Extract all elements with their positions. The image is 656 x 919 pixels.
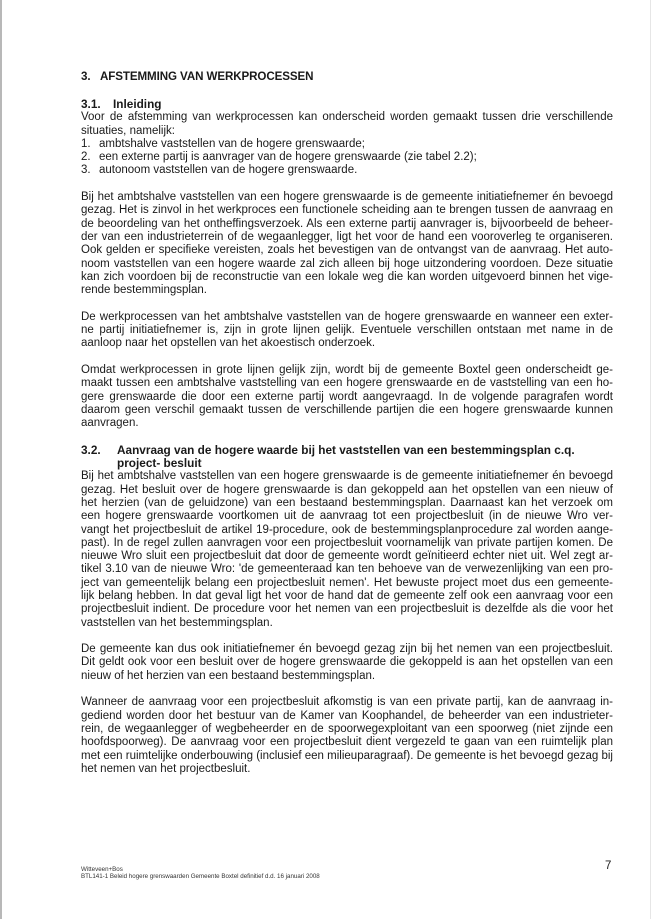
page-number: 7 <box>605 860 612 872</box>
footer-company: Witteveen+Bos <box>81 866 123 873</box>
section-number: 3.1. <box>81 97 101 111</box>
section-title: Aanvraag van de hogere waarde bij het vaststellen van een bestemmingsplan c.q. project- besluit <box>117 442 575 471</box>
list-item: 3. autonoom vaststellen van de hogere grenswaarde. <box>81 164 358 177</box>
scan-edge-right <box>650 0 651 919</box>
page-footer <box>81 866 320 881</box>
list-item: 2. een externe partij is aanvrager van de hogere grenswaarde (zie tabel 2.2); <box>81 151 477 164</box>
chapter-number: 3. <box>81 70 91 83</box>
paragraph: De gemeente kan dus ook initiatiefnemer én bevoegd gezag zijn bij het nemen van een projectbesluit. Dit geldt ook voor een besluit over de hogere grenswaarde die gekoppeld is aan het opstellen van een nieuw of het herzien van een bestaand bestemmingsplan. <box>81 643 613 682</box>
situations-list <box>81 138 613 178</box>
paragraph: Omdat werkprocessen in grote lijnen gelijk zijn, wordt bij de gemeente Boxtel geen onderscheidt ge- maakt tussen een ambtshalve vaststelling van een hogere grenswaarde en de vaststelling van een ho- gere grenswaarde die door een externe partij wordt aangevraagd. In de volgende paragrafen wordt daarom geen verschil gemaakt tussen de verschillende partijen die een hogere grenswaarde kunnen aanvragen. <box>81 363 613 430</box>
section-number: 3.2. <box>81 442 101 457</box>
document-page <box>81 70 613 776</box>
section-title: Inleiding <box>113 97 162 111</box>
paragraph: Bij het ambtshalve vaststellen van een hogere grenswaarde is de gemeente initiatiefnemer én bevoegd gezag. Het is zinvol in het werkproces een functionele scheiding aan te brengen tussen de aanvraag en de beoordeling van het ontheffingsverzoek. Als een externe partij aanvrager is, bijvoorbeeld de beheer- der van een industrieterrein of de wegaanlegger, ligt het voor de hand een vooroverleg te organiseren. Ook gelden er specifieke vereisten, zoals het bevestigen van de ontvangst van de aanvraag. Het auto- noom vaststellen van een hogere waarde zal zich alleen bij hoge uitzondering voordoen. Deze situatie kan zich voordoen bij de reconstructie van een lokale weg die kan worden uitgevoerd binnen het vige- rende bestemmingsplan. <box>81 191 613 297</box>
section-3-1-intro: Voor de afstemming van werkprocessen kan onderscheid worden gemaakt tussen drie verschillende situaties, namelijk: <box>81 111 613 137</box>
chapter-title: AFSTEMMING VAN WERKPROCESSEN <box>100 70 314 83</box>
paragraph: Wanneer de aanvraag voor een projectbesluit afkomstig is van een private partij, kan de aanvraag in- gediend worden door het bestuur van de Kamer van Koophandel, de beheerder van een industrieter- rein, de wegaanlegger of wegbeheerder en de spoorwegexploitant van een spoorweg (niet zijnde een hoofdspoorweg). De aanvraag voor een projectbesluit dient vergezeld te gaan van een ruimtelijk plan met een ruimtelijke onderbouwing (inclusief een milieuparagraaf). De gemeente is het bevoegd gezag bij het nemen van het projectbesluit. <box>81 696 613 775</box>
list-item: 1. ambtshalve vaststellen van de hogere grenswaarde; <box>81 137 365 150</box>
scan-edge-left <box>0 0 2 919</box>
footer-document-reference: BTL141-1 Beleid hogere grenswaarden Gemeente Boxtel definitief d.d. 16 januari 2008 <box>81 873 320 881</box>
section-3-1-heading <box>81 98 613 111</box>
paragraph: Bij het ambtshalve vaststellen van een hogere grenswaarde is de gemeente initiatiefnemer én bevoegd gezag. Het besluit over de hogere grenswaarde is dan gekoppeld aan het opstellen van een nieuw of het herzien (van de geluidzone) van een bestaand bestemmingsplan. Daarnaast kan het verzoek om een hogere grenswaarde voortkomen uit de aanvraag tot een projectbesluit (in de nieuwe Wro ver- vangt het projectbesluit de artikel 19-procedure, ook de bestemmingsplanprocedure zal worden aange- past). In de regel zullen aanvragen voor een projectbesluit voornamelijk van private partijen komen. De nieuwe Wro sluit een projectbesluit dat door de gemeente wordt geïnitieerd echter niet uit. Wel zegt ar- tikel 3.10 van de nieuwe Wro: 'de gemeenteraad kan ten behoeve van de verwezenlijking van een pro- ject van gemeentelijk belang een projectbesluit nemen'. Het bewuste project moet dus een gemeente- lijk belang hebben. In dat geval ligt het voor de hand dat de gemeente zelf ook een aanvraag voor een projectbesluit indient. De procedure voor het nemen van een projectbesluit is dezelfde als die voor het vaststellen van het bestemmingsplan. <box>81 470 613 629</box>
section-3-2-heading <box>81 444 613 471</box>
chapter-heading <box>81 70 613 84</box>
paragraph: De werkprocessen van het ambtshalve vaststellen van de hogere grenswaarde en wanneer een exter- ne partij initiatiefnemer is, zijn in grote lijnen gelijk. Eventuele verschillen ontstaan met name in de aanloop naar het opstellen van het akoestisch onderzoek. <box>81 310 613 350</box>
